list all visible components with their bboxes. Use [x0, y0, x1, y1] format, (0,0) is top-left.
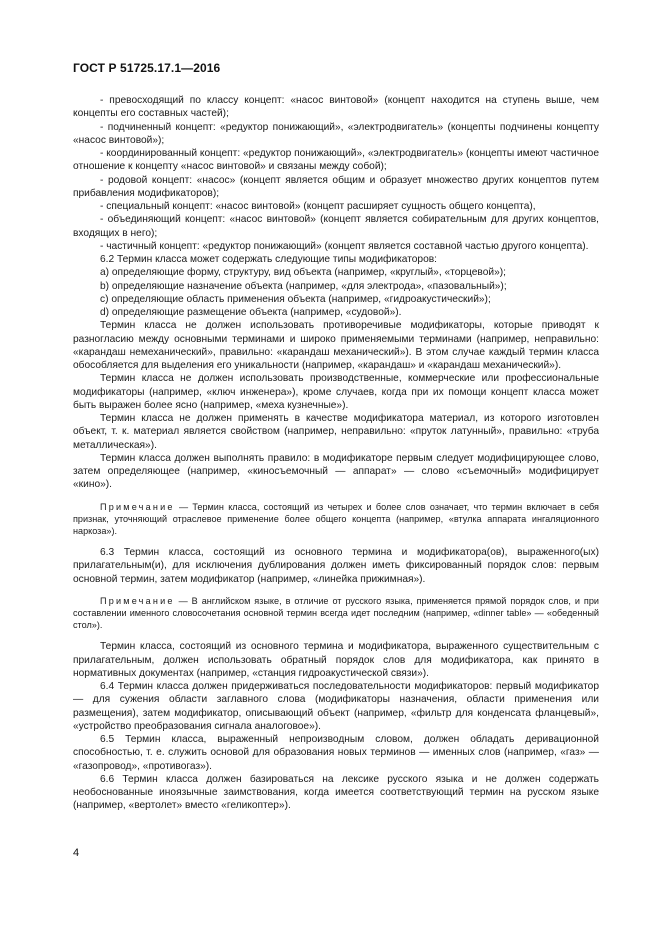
- list-item: c) определяющие область применения объекта (например, «гидроакустический»);: [100, 293, 491, 305]
- paragraph: - координированный концепт: «редуктор понижающий», «электродвигатель» (концепты имеют частичное отношение к концепту «насос винтовой» и связаны между собой);: [73, 148, 599, 173]
- note-label: Примечание: [100, 595, 175, 606]
- note: [73, 595, 599, 632]
- paragraph: - объединяющий концепт: «насос винтовой» (концепт является собирательным для других концептов, входящих в него);: [73, 214, 599, 239]
- paragraph: 6.6 Термин класса должен базироваться на лексике русского языка и не должен содержать необоснованные иноязычные заимствования, когда имеется соответствующий термин на русском языке (например, «вертолет» вместо «геликоптер»).: [73, 773, 599, 812]
- paragraph: 6.5 Термин класса, выраженный непроизводным словом, должен обладать деривационной способностью, т. е. служить основой для образования новых терминов — именных слов (например, «газ» — «газопровод», «противогаз»).: [73, 734, 599, 772]
- paragraph: 6.3 Термин класса, состоящий из основного термина и модификатора(ов), выраженного(ых) прилагательным(и), для исключения дублирования должен иметь фиксированный порядок слов: первым основной термин, затем модификатор (например, «линейка прижимная»).: [73, 547, 599, 585]
- note-text: — Термин класса, состоящий из четырех и более слов означает, что термин включает в себя признак, уточняющий отраслевое применение более общего концепта (например, «втулка аппарата ингаляционного наркоза»).: [73, 501, 599, 536]
- note-text: — В английском языке, в отличие от русского языка, применяется прямой порядок слов, и при составлении именного словосочетания основной термин всегда идет последним (например, «dinner table» — «обеденный стол»).: [73, 595, 599, 631]
- page-number: 4: [73, 847, 80, 859]
- note-label: Примечание: [100, 501, 175, 512]
- paragraph: - подчиненный концепт: «редуктор понижающий», «электродвигатель» (концепты подчинены концепту «насос винтовой»);: [73, 121, 599, 146]
- paragraph: - родовой концепт: «насос» (концепт является общим и образует множество других концептов путем прибавления модификаторов);: [73, 174, 599, 199]
- paragraph: - специальный концепт: «насос винтовой» (концепт расширяет сущность общего концепта),: [100, 201, 536, 212]
- standard-designation: ГОСТ Р 51725.17.1—2016: [73, 61, 221, 75]
- paragraph: Термин класса не должен использовать производственные, коммерческие или профессиональные модификаторы (например, «ключ инженера»), кроме случаев, когда при их помощи концепт класса может быть выражен более ясно (например, «меха кузнечные»).: [73, 373, 599, 411]
- paragraph: 6.2 Термин класса может содержать следующие типы модификаторов:: [100, 254, 437, 265]
- paragraph: Термин класса должен выполнять правило: в модификаторе первым следует модифицирующее слово, затем определяющее (например, «киносъемочный — аппарат» — слово «съемочный» модифицирует «кино»).: [73, 452, 599, 491]
- paragraph: - частичный концепт: «редуктор понижающий» (концепт является составной частью другого концепта).: [100, 240, 589, 252]
- note: [73, 501, 599, 538]
- paragraph: Термин класса не должен применять в качестве модификатора материал, из которого изготовлен объект, т. к. материал является свойством (например, неправильно: «пруток латунный», правильно: «труба металлическая»).: [73, 413, 599, 451]
- paragraph: Термин класса, состоящий из основного термина и модификатора, выраженного существительным с прилагательным, должен использовать обратный порядок слов для модификатора, как принято в нормативных документах (например, «станция гидроакустической связи»).: [73, 641, 599, 679]
- list-item: d) определяющие размещение объекта (например, «судовой»).: [100, 307, 402, 318]
- paragraph: Термин класса не должен использовать противоречивые модификаторы, которые приводят к разногласию между основными терминами и широко применяемыми терминами (например, неправильно: «карандаш немеханический», правильно: «карандаш механический»). В этом случае каждый термин класса обособляется для выделения его уникальности (например, «карандаш» и «карандаш механический»).: [73, 320, 599, 371]
- paragraph: 6.4 Термин класса должен придерживаться последовательности модификаторов: первый модификатор — для сужения области заглавного слова (модификаторы назначения, области применения или размещения), затем модификатор, описывающий объект (например, «фильтр для конденсата фланцевый», «устройство преобразования сигнала аналоговое»).: [73, 681, 599, 732]
- document-body: [73, 94, 599, 813]
- list-item: b) определяющие назначение объекта (например, «для электрода», «пазовальный»);: [100, 280, 507, 292]
- paragraph: - превосходящий по классу концепт: «насос винтовой» (концепт находится на ступень выше, чем концепты его составных частей);: [73, 95, 599, 120]
- list-item: a) определяющие форму, структуру, вид объекта (например, «круглый», «торцевой»);: [100, 267, 506, 279]
